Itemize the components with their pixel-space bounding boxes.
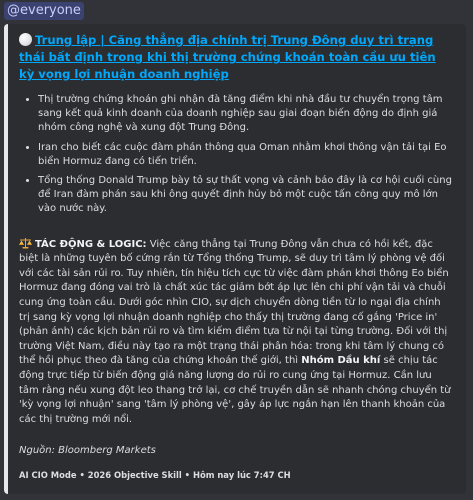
embed-title-text[interactable]: Trung lập | Căng thẳng địa chính trị Trung Đông duy trì trạng thái bất định trong khi thị trường chứng khoán toàn cầu ưu tiên kỳ vọng lợi nhuận doanh nghiệp xyxy=(19,33,436,81)
impact-bold-term: Nhóm Dầu khí xyxy=(301,355,381,367)
white-circle-icon xyxy=(19,33,32,46)
impact-analysis xyxy=(19,237,454,428)
impact-label: TÁC ĐỘNG & LOGIC: xyxy=(35,238,147,250)
everyone-mention[interactable]: @everyone xyxy=(4,2,84,20)
embed-footer: AI CIO Mode • 2026 Objective Skill • Hôm nay lúc 7:47 CH xyxy=(19,470,291,481)
list-item: • Tổng thống Donald Trump bày tỏ sự thất vọng và cảnh báo đây là cơ hội cuối cùng để Iran đàm phán sau khi ông quyết định hủy bỏ một cuộc tấn công quy mô lớn vào nước này. xyxy=(38,174,454,217)
balance-scale-icon xyxy=(19,237,32,249)
news-embed xyxy=(4,24,466,494)
list-item: • Thị trường chứng khoán ghi nhận đà tăng điểm khi nhà đầu tư chuyển trọng tâm sang kết quả kinh doanh của doanh nghiệp sau giai đoạn biến động do định giá nhóm công nghệ và xung đột Trung Đông. xyxy=(38,93,454,136)
impact-text-continued: sẽ chịu tác động trực tiếp từ biến động giá năng lượng do rủi ro cung ứng tại Hormuz. Cần lưu tâm rằng nếu xung đột leo thang trở lại, cơ chế truyền dẫn sẽ nhanh chóng chuyển từ 'kỳ vọng lợi nhuận' sang 'tâm lý phòng vệ', gây áp lực ngắn hạn lên thanh khoản của các thị trường mới nổi. xyxy=(19,355,451,425)
source-line: Nguồn: Bloomberg Markets xyxy=(19,445,156,457)
list-item: • Iran cho biết các cuộc đàm phán thông qua Oman nhằm khơi thông vận tải tại Eo biển Hormuz đang có tiến triển. xyxy=(38,141,454,169)
embed-title-link[interactable] xyxy=(19,32,454,83)
headline-bullets xyxy=(19,93,454,217)
impact-text: Việc căng thẳng tại Trung Đông vẫn chưa có hồi kết, đặc biệt là những tuyên bố cứng rắn từ Tổng thống Trump, sẽ duy trì tâm lý phòng vệ đối với các tài sản rủi ro. Tuy nhiên, tín hiệu tích cực từ việc đàm phán khơi thông Eo biển Hormuz đang đóng vai trò là chất xúc tác giảm bớt áp lực lên chi phí vận tải và chuỗi cung ứng toàn cầu. Dưới góc nhìn CIO, sự dịch chuyển dòng tiền từ lo ngại địa chính trị sang kỳ vọng lợi nhuận doanh nghiệp cho thấy thị trường đang cố gắng 'Price in' (phản ánh) các kịch bản rủi ro và tìm kiếm điểm tựa từ nội tại từng trường. Đối với thị trường Việt Nam, điều này tạo ra một trạng thái phân hóa: trong khi tâm lý chung có thể hồi phục theo đà tăng của chứng khoán thế giới, thì xyxy=(19,238,449,367)
